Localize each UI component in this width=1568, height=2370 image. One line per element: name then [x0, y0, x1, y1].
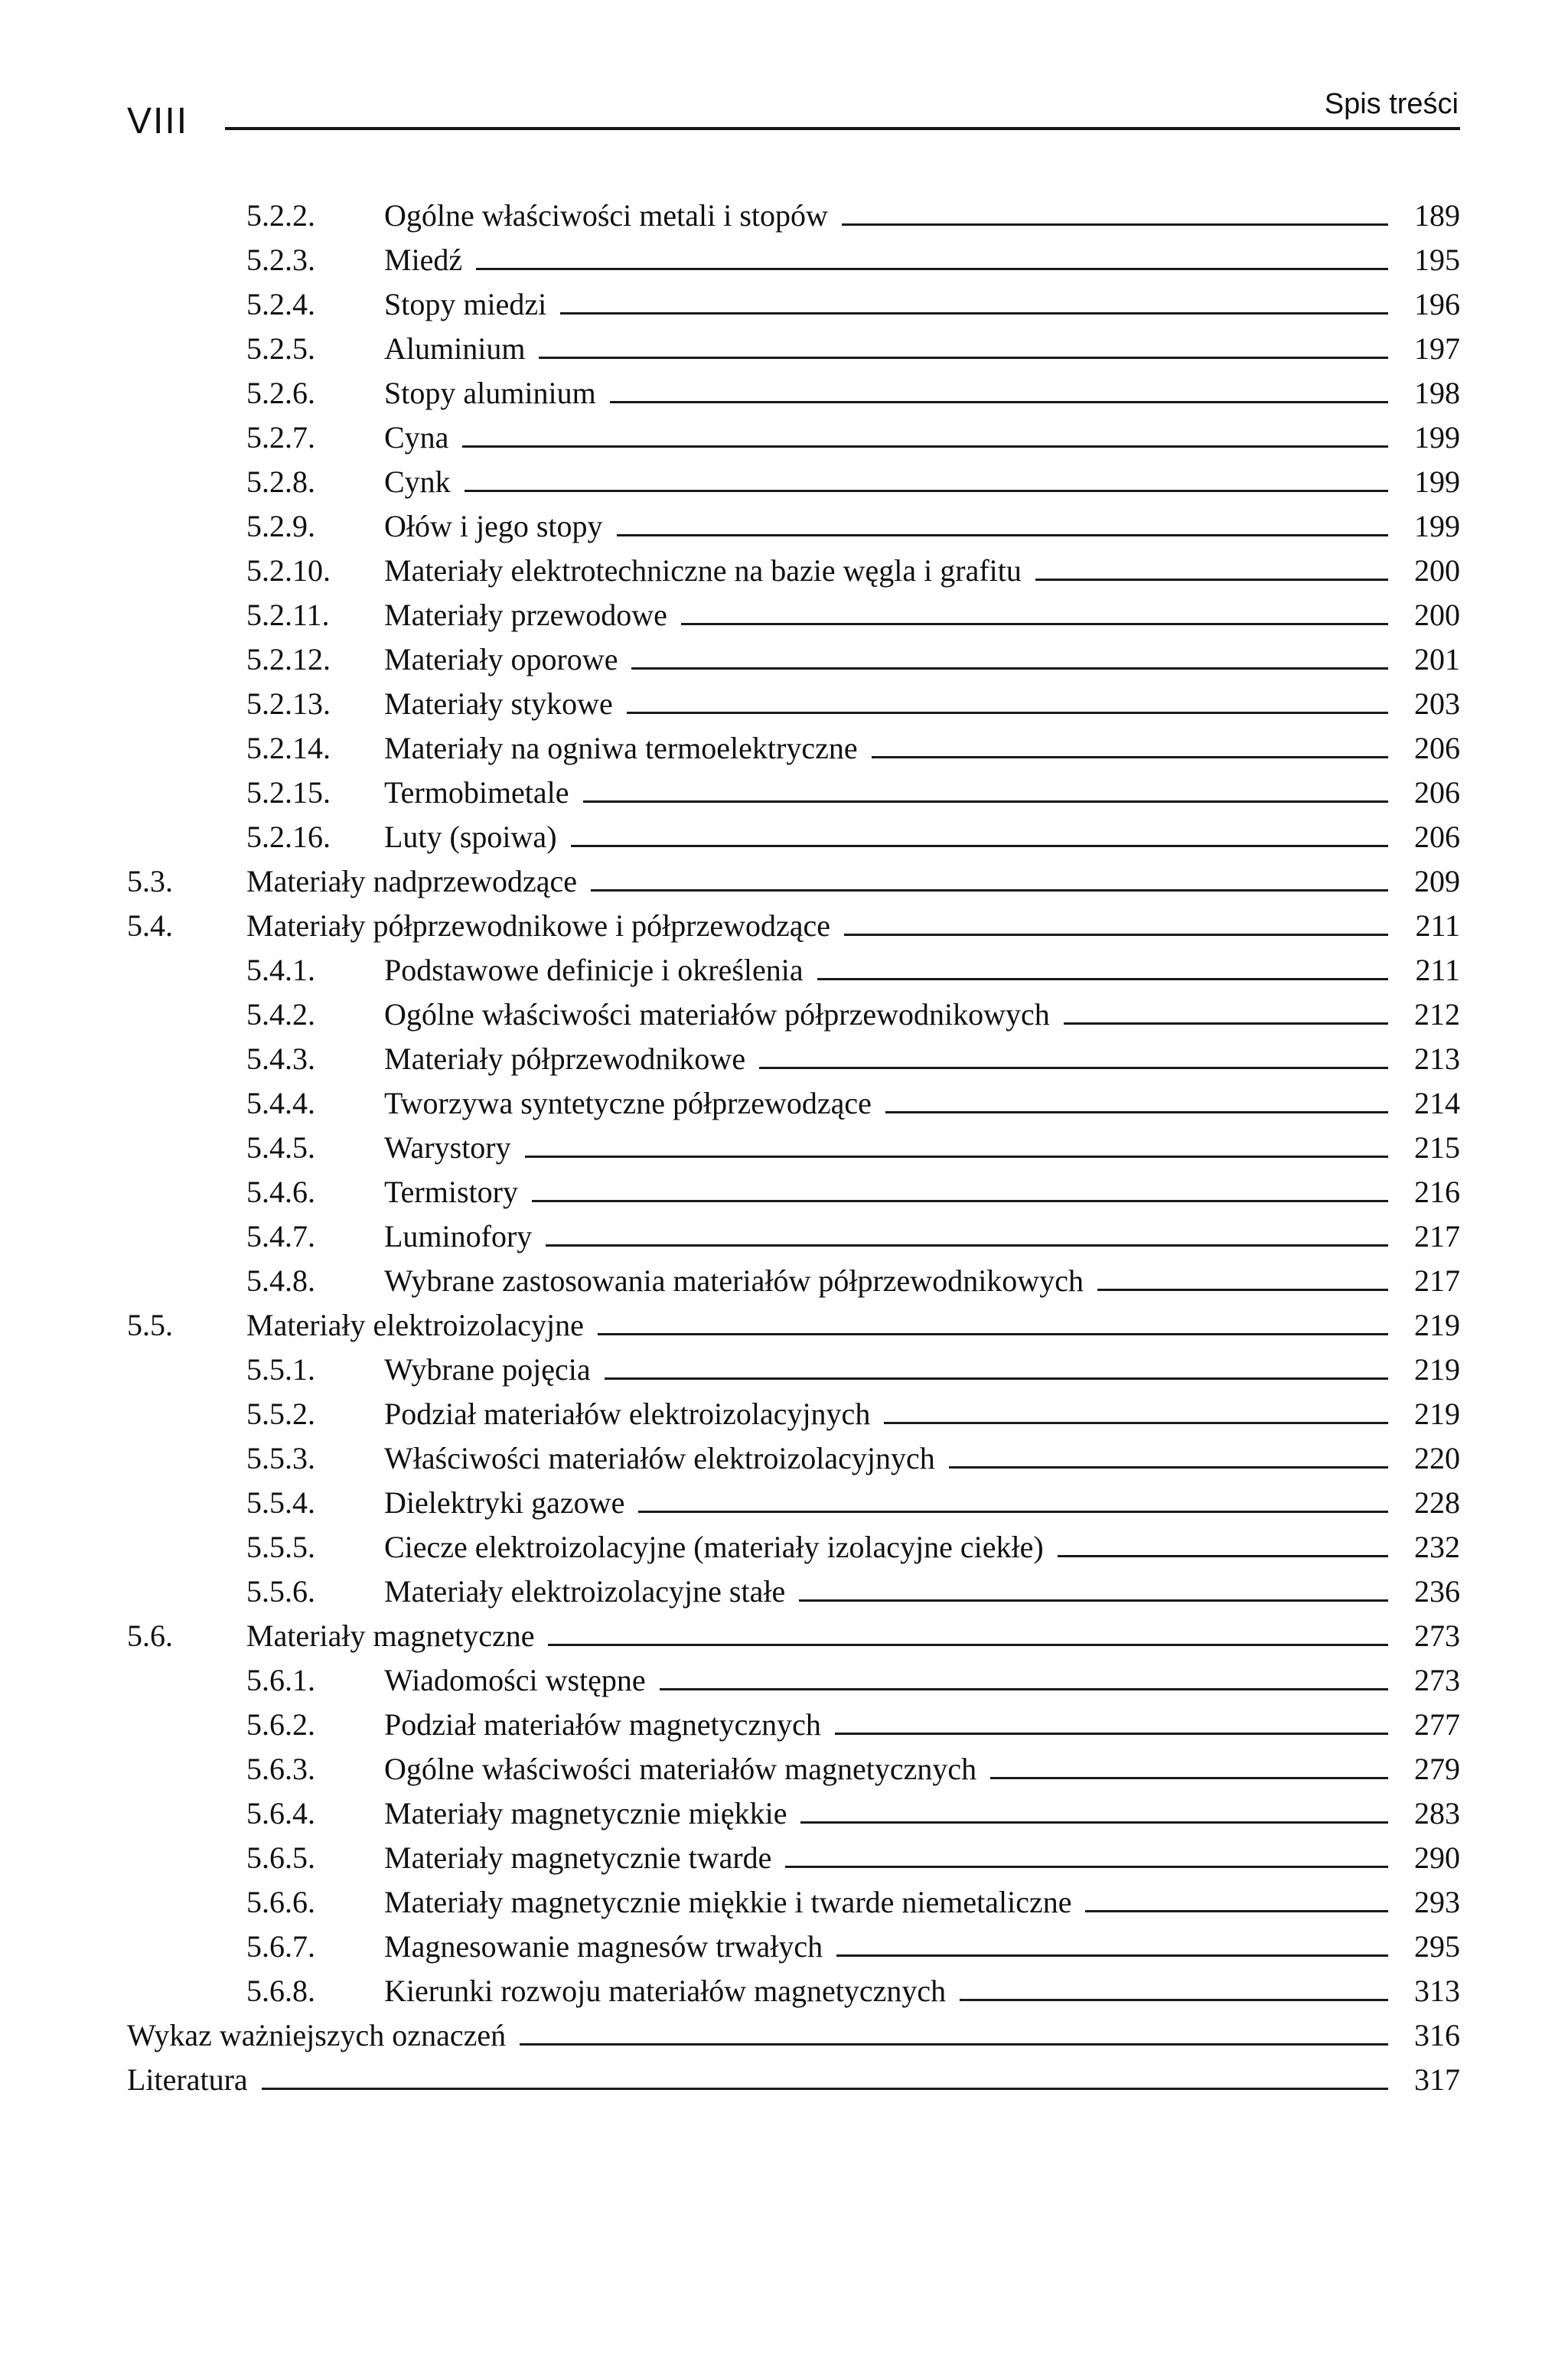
toc-leader-line [560, 308, 1388, 315]
toc-leader-line [548, 1640, 1388, 1646]
toc-entry-number: 5.2.13. [246, 686, 331, 721]
toc-leader-line [583, 797, 1388, 803]
toc-entry-title: Miedź [384, 243, 463, 277]
toc-leader-line [520, 2039, 1388, 2046]
toc-entry-title: Materiały stykowe [384, 686, 613, 721]
toc-entry-page: 279 [1414, 1752, 1460, 1786]
page-number-label: VIII [127, 101, 189, 142]
toc-entry-row [127, 1840, 1460, 1884]
toc-leader-line [759, 1063, 1388, 1069]
toc-entry-row [127, 2017, 1460, 2062]
toc-entry-row [127, 1618, 1460, 1662]
toc-entry-row [127, 508, 1460, 553]
toc-entry-row [127, 1751, 1460, 1795]
toc-entry-row [127, 419, 1460, 464]
toc-entry-title: Magnesowanie magnesów trwałych [384, 1929, 823, 1964]
toc-entry-number: 5.4.3. [246, 1042, 315, 1076]
toc-entry-page: 199 [1414, 465, 1460, 499]
toc-entry-row [127, 1529, 1460, 1573]
toc-leader-line [546, 1240, 1388, 1247]
page-header [127, 70, 1460, 142]
toc-leader-line [1085, 1906, 1388, 1912]
toc-entry-number: 5.6.8. [246, 1974, 315, 2008]
toc-entry-title: Warystory [384, 1130, 511, 1165]
toc-entry-number: 5.4.1. [246, 953, 315, 987]
toc-entry-title: Wiadomości wstępne [384, 1663, 646, 1697]
toc-entry-row [127, 375, 1460, 419]
toc-entry-title: Stopy aluminium [384, 376, 596, 410]
toc-entry-row [127, 1884, 1460, 1928]
toc-entry-title: Ogólne właściwości metali i stopów [384, 198, 828, 233]
toc-entry-title: Wybrane zastosowania materiałów półprzewodnikowych [384, 1263, 1084, 1298]
toc-leader-line [960, 1995, 1388, 2001]
toc-entry-title: Podział materiałów elektroizolacyjnych [384, 1397, 871, 1431]
toc-entry-row [127, 1351, 1460, 1396]
toc-leader-line [844, 930, 1388, 936]
toc-entry-title: Tworzywa syntetyczne półprzewodzące [384, 1086, 872, 1120]
toc-entry-page: 212 [1414, 997, 1460, 1032]
toc-entry-number: 5.2.3. [246, 243, 315, 277]
toc-entry-row [127, 331, 1460, 375]
toc-leader-line [631, 663, 1388, 670]
toc-entry-title: Materiały półprzewodnikowe i półprzewodzące [246, 908, 831, 943]
toc-entry-title: Materiały elektroizolacyjne stałe [384, 1574, 786, 1609]
toc-entry-number: 5.4.4. [246, 1086, 315, 1120]
toc-entry-row [127, 641, 1460, 686]
toc-leader-line [525, 1152, 1388, 1158]
toc-entry-row [127, 1928, 1460, 1973]
toc-leader-line [476, 264, 1388, 270]
toc-entry-page: 219 [1414, 1308, 1460, 1342]
toc-entry-page: 273 [1414, 1619, 1460, 1653]
toc-entry-page: 220 [1414, 1441, 1460, 1475]
toc-leader-line [532, 1196, 1388, 1202]
toc-entry-title: Materiały magnetycznie twarde [384, 1840, 772, 1875]
toc-entry-number: 5.2.6. [246, 376, 315, 410]
toc-entry-page: 273 [1414, 1663, 1460, 1697]
toc-entry-row [127, 908, 1460, 952]
toc-entry-row [127, 464, 1460, 508]
toc-entry-row [127, 996, 1460, 1041]
toc-entry-page: 228 [1414, 1485, 1460, 1520]
toc-leader-line [835, 1729, 1388, 1735]
toc-entry-number: 5.6.1. [246, 1663, 315, 1697]
toc-entry-number: 5.6.3. [246, 1752, 315, 1786]
toc-entry-number: 5.4.5. [246, 1130, 315, 1165]
toc-entry-page: 199 [1414, 509, 1460, 543]
toc-entry-number: 5.4.7. [246, 1219, 315, 1253]
toc-entry-page: 217 [1414, 1219, 1460, 1253]
toc-entry-title: Aluminium [384, 331, 526, 366]
toc-entry-title: Wykaz ważniejszych oznaczeń [127, 2018, 507, 2052]
toc-entry-number: 5.4.2. [246, 997, 315, 1032]
toc-leader-line [990, 1773, 1388, 1779]
toc-entry-page: 198 [1414, 376, 1460, 410]
toc-entry-page: 200 [1414, 598, 1460, 632]
toc-entry-row [127, 1174, 1460, 1218]
toc-entry-title: Materiały oporowe [384, 642, 618, 676]
toc-leader-line [799, 1596, 1388, 1602]
toc-entry-number: 5.5.6. [246, 1574, 315, 1609]
toc-entry-page: 232 [1414, 1530, 1460, 1564]
toc-entry-number: 5.2.16. [246, 820, 331, 854]
toc-entry-title: Materiały elektrotechniczne na bazie węgla i grafitu [384, 553, 1022, 588]
toc-entry-row [127, 1307, 1460, 1351]
toc-entry-number: 5.3. [127, 864, 173, 898]
toc-entry-page: 196 [1414, 287, 1460, 321]
toc-entry-title: Ołów i jego stopy [384, 509, 603, 543]
toc-entry-title: Literatura [127, 2062, 248, 2097]
toc-entry-row [127, 686, 1460, 730]
toc-leader-line [836, 1951, 1388, 1957]
toc-entry-title: Luty (spoiwa) [384, 820, 557, 854]
toc-leader-line [842, 220, 1388, 226]
toc-entry-number: 5.5.1. [246, 1352, 315, 1387]
toc-entry-title: Materiały magnetyczne [246, 1619, 535, 1653]
toc-leader-line [800, 1817, 1388, 1824]
toc-leader-line [262, 2084, 1388, 2090]
toc-entry-row [127, 1707, 1460, 1751]
toc-entry-number: 5.2.11. [246, 598, 330, 632]
toc-entry-page: 197 [1414, 331, 1460, 366]
toc-entry-number: 5.6.5. [246, 1840, 315, 1875]
toc-leader-line [884, 1418, 1388, 1424]
toc-entry-row [127, 1218, 1460, 1263]
toc-entry-row [127, 553, 1460, 597]
toc-leader-line [591, 885, 1388, 892]
toc-entry-row [127, 1263, 1460, 1307]
toc-entry-title: Podział materiałów magnetycznych [384, 1707, 821, 1742]
toc-entry-page: 317 [1414, 2062, 1460, 2097]
toc-entry-number: 5.6.6. [246, 1885, 315, 1919]
toc-entry-row [127, 1795, 1460, 1840]
toc-entry-page: 206 [1414, 820, 1460, 854]
toc-entry-title: Materiały półprzewodnikowe [384, 1042, 746, 1076]
toc-entry-number: 5.6.7. [246, 1929, 315, 1964]
toc-leader-line [660, 1684, 1388, 1690]
toc-entry-page: 283 [1414, 1796, 1460, 1830]
toc-entry-title: Podstawowe definicje i określenia [384, 953, 804, 987]
toc-entry-title: Materiały przewodowe [384, 598, 667, 632]
header-rule [225, 127, 1460, 130]
toc-leader-line [817, 974, 1388, 980]
toc-entry-title: Termistory [384, 1175, 518, 1209]
toc-entry-number: 5.2.14. [246, 731, 331, 765]
toc-entry-page: 211 [1415, 953, 1460, 987]
toc-entry-number: 5.4.8. [246, 1263, 315, 1298]
toc-entry-row [127, 197, 1460, 242]
toc-entry-page: 219 [1414, 1352, 1460, 1387]
toc-entry-row [127, 1085, 1460, 1130]
toc-entry-row [127, 819, 1460, 863]
toc-entry-number: 5.5.3. [246, 1441, 315, 1475]
toc-entry-row [127, 774, 1460, 819]
toc-entry-page: 209 [1414, 864, 1460, 898]
toc-entry-row [127, 863, 1460, 908]
toc-entry-row [127, 1396, 1460, 1440]
toc-leader-line [1097, 1285, 1388, 1291]
toc-entry-row [127, 2062, 1460, 2106]
toc-entry-number: 5.2.12. [246, 642, 331, 676]
toc-leader-line [465, 486, 1388, 492]
toc-leader-line [610, 397, 1388, 403]
toc-entry-number: 5.5. [127, 1308, 173, 1342]
toc-leader-line [1058, 1551, 1388, 1557]
toc-entry-title: Materiały elektroizolacyjne [246, 1308, 584, 1342]
toc-entry-title: Ciecze elektroizolacyjne (materiały izolacyjne ciekłe) [384, 1530, 1044, 1564]
toc-entry-number: 5.4.6. [246, 1175, 315, 1209]
toc-leader-line [462, 442, 1388, 448]
toc-entry-row [127, 1041, 1460, 1085]
toc-leader-line [681, 619, 1388, 625]
toc-entry-number: 5.6.2. [246, 1707, 315, 1742]
toc-leader-line [605, 1374, 1388, 1380]
toc-entry-page: 214 [1414, 1086, 1460, 1120]
toc-entry-number: 5.5.4. [246, 1485, 315, 1520]
toc-entry-title: Ogólne właściwości materiałów magnetycznych [384, 1752, 977, 1786]
toc-leader-line [539, 353, 1388, 359]
toc-entry-row [127, 1440, 1460, 1485]
toc-leader-line [785, 1862, 1388, 1868]
toc-entry-number: 5.2.4. [246, 287, 315, 321]
toc-entry-page: 216 [1414, 1175, 1460, 1209]
document-page [127, 70, 1460, 2106]
toc-entry-title: Dielektryki gazowe [384, 1485, 625, 1520]
toc-entry-number: 5.5.2. [246, 1397, 315, 1431]
toc-entry-row [127, 730, 1460, 774]
toc-entry-title: Ogólne właściwości materiałów półprzewodnikowych [384, 997, 1050, 1032]
toc-entry-title: Materiały nadprzewodzące [246, 864, 577, 898]
toc-entry-page: 203 [1414, 686, 1460, 721]
toc-entry-page: 295 [1414, 1929, 1460, 1964]
toc-entry-title: Luminofory [384, 1219, 533, 1253]
toc-entry-page: 236 [1414, 1574, 1460, 1609]
toc-entry-row [127, 1130, 1460, 1174]
toc-entry-title: Materiały magnetycznie miękkie [384, 1796, 787, 1830]
toc-leader-line [571, 841, 1388, 847]
toc-entry-page: 290 [1414, 1840, 1460, 1875]
toc-leader-line [638, 1507, 1388, 1513]
toc-entry-row [127, 1973, 1460, 2017]
toc-entry-title: Termobimetale [384, 775, 569, 810]
toc-entry-page: 316 [1414, 2018, 1460, 2052]
toc-entry-title: Cyna [384, 420, 449, 455]
toc-entry-number: 5.2.7. [246, 420, 315, 455]
toc-entry-page: 200 [1414, 553, 1460, 588]
toc-entry-title: Cynk [384, 465, 451, 499]
toc-leader-line [872, 752, 1388, 758]
toc-entry-number: 5.2.15. [246, 775, 331, 810]
toc-entry-row [127, 597, 1460, 641]
toc-entry-page: 199 [1414, 420, 1460, 455]
toc-entry-page: 215 [1414, 1130, 1460, 1165]
toc-leader-line [617, 530, 1388, 536]
toc-leader-line [1064, 1019, 1388, 1025]
toc-entry-number: 5.2.2. [246, 198, 315, 233]
toc-leader-line [1035, 575, 1388, 581]
toc-entry-page: 189 [1414, 198, 1460, 233]
toc-leader-line [885, 1107, 1388, 1113]
toc-entry-title: Wybrane pojęcia [384, 1352, 591, 1387]
toc-leader-line [949, 1462, 1388, 1469]
toc-entry-page: 313 [1414, 1974, 1460, 2008]
toc-entry-title: Stopy miedzi [384, 287, 547, 321]
toc-entry-page: 277 [1414, 1707, 1460, 1742]
toc-entry-number: 5.6.4. [246, 1796, 315, 1830]
toc-entry-page: 206 [1414, 775, 1460, 810]
toc-leader-line [627, 708, 1388, 714]
toc-entry-title: Materiały na ogniwa termoelektryczne [384, 731, 858, 765]
toc-entry-number: 5.2.5. [246, 331, 315, 366]
page-header-title: Spis treści [1324, 88, 1459, 120]
toc-entry-row [127, 1573, 1460, 1618]
toc-entry-number: 5.2.8. [246, 465, 315, 499]
toc-entry-page: 219 [1414, 1397, 1460, 1431]
toc-entry-number: 5.5.5. [246, 1530, 315, 1564]
toc-entry-row [127, 1485, 1460, 1529]
toc-entry-row [127, 952, 1460, 996]
toc-list [127, 197, 1460, 2106]
toc-leader-line [598, 1329, 1388, 1335]
toc-entry-row [127, 286, 1460, 331]
toc-entry-title: Właściwości materiałów elektroizolacyjnych [384, 1441, 935, 1475]
toc-entry-page: 213 [1414, 1042, 1460, 1076]
toc-entry-page: 201 [1414, 642, 1460, 676]
toc-entry-row [127, 1662, 1460, 1707]
toc-entry-page: 211 [1415, 908, 1460, 943]
toc-entry-number: 5.4. [127, 908, 173, 943]
toc-entry-page: 293 [1414, 1885, 1460, 1919]
toc-entry-number: 5.2.9. [246, 509, 315, 543]
toc-entry-title: Kierunki rozwoju materiałów magnetycznych [384, 1974, 947, 2008]
toc-entry-row [127, 242, 1460, 286]
toc-entry-title: Materiały magnetycznie miękkie i twarde niemetaliczne [384, 1885, 1072, 1919]
toc-entry-number: 5.6. [127, 1619, 173, 1653]
toc-entry-page: 195 [1414, 243, 1460, 277]
toc-entry-number: 5.2.10. [246, 553, 331, 588]
toc-entry-page: 206 [1414, 731, 1460, 765]
toc-entry-page: 217 [1414, 1263, 1460, 1298]
